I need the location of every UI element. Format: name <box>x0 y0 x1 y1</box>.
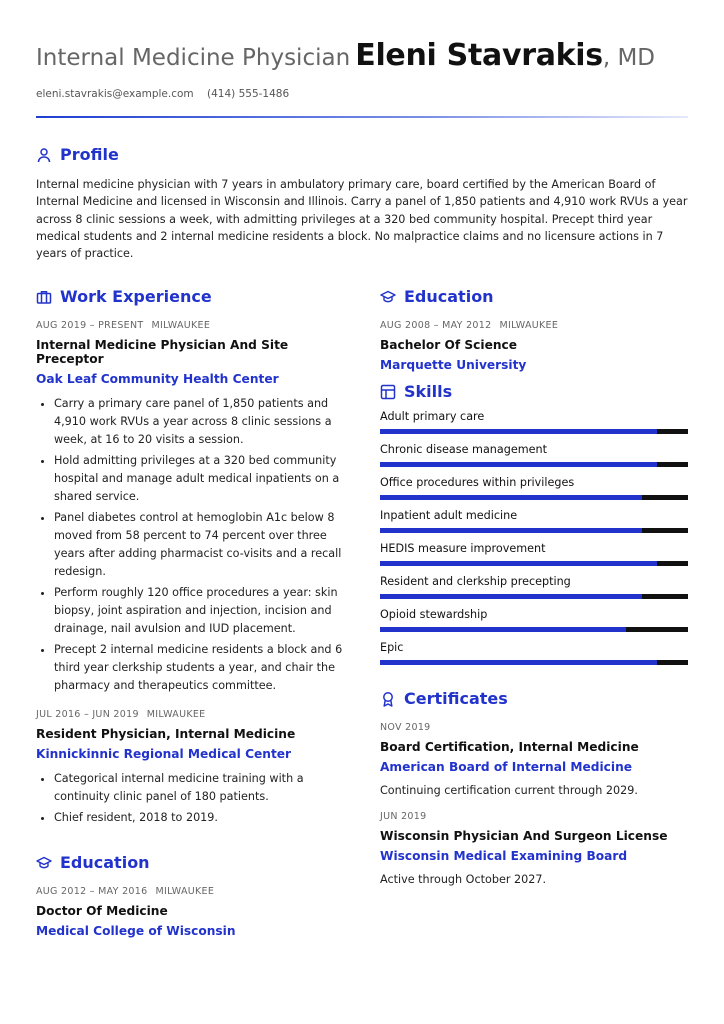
skill-name: Adult primary care <box>380 410 485 423</box>
certificates-title: Certificates <box>404 689 508 708</box>
education-heading <box>380 287 688 306</box>
certificate-date: NOV 2019 <box>380 722 431 733</box>
skill-item <box>380 575 688 599</box>
degree-name: Bachelor Of Science <box>380 338 518 352</box>
certificate-entry <box>380 722 688 797</box>
skill-item <box>380 410 688 434</box>
phone-number: (414) 555-1486 <box>207 88 290 100</box>
email-link[interactable]: eleni.stavrakis@example.com <box>36 88 194 100</box>
grid-icon <box>380 384 396 400</box>
work-title: Work Experience <box>60 287 212 306</box>
skills-heading <box>380 382 688 401</box>
skill-item <box>380 509 688 533</box>
job-meta <box>36 709 346 720</box>
certificate-note: Active through October 2027. <box>380 873 547 886</box>
job-bullets <box>36 395 346 695</box>
skill-level-bar <box>380 528 688 533</box>
right-column <box>380 287 688 886</box>
skill-item <box>380 542 688 566</box>
left-column <box>36 287 346 938</box>
certificate-date: JUN 2019 <box>380 811 427 822</box>
contact-line <box>36 88 289 100</box>
education-title: Education <box>404 287 494 306</box>
job-title: Internal Medicine Physician And Site Preceptor <box>36 338 289 366</box>
award-icon <box>380 691 396 707</box>
job-role: Internal Medicine Physician <box>36 45 351 71</box>
profile-heading <box>36 145 688 164</box>
skill-level-fill <box>380 561 657 566</box>
job-org: Oak Leaf Community Health Center <box>36 372 279 386</box>
education-location: MILWAUKEE <box>499 320 559 331</box>
job-title: Resident Physician, Internal Medicine <box>36 727 296 741</box>
bullet-item: • Categorical internal medicine training with a continuity clinic panel of 180 patients. <box>54 770 346 806</box>
skill-name: HEDIS measure improvement <box>380 542 546 555</box>
resume-header <box>36 38 655 73</box>
skill-name: Office procedures within privileges <box>380 476 575 489</box>
header-divider <box>36 116 688 118</box>
skill-name: Epic <box>380 641 404 654</box>
graduation-cap-icon <box>36 855 52 871</box>
job-bullets <box>36 770 346 827</box>
skill-level-fill <box>380 660 657 665</box>
skill-level-bar <box>380 627 688 632</box>
education-dates: AUG 2012 – MAY 2016 <box>36 886 148 897</box>
work-heading <box>36 287 346 306</box>
skill-item <box>380 443 688 467</box>
job-entry <box>36 320 346 695</box>
skills-list <box>380 410 688 665</box>
profile-section <box>36 145 688 262</box>
skill-level-fill <box>380 495 642 500</box>
skill-level-bar <box>380 495 688 500</box>
skill-name: Chronic disease management <box>380 443 547 456</box>
graduation-cap-icon <box>380 289 396 305</box>
school-name: Medical College of Wisconsin <box>36 924 236 938</box>
skill-level-bar <box>380 429 688 434</box>
skill-level-fill <box>380 627 626 632</box>
skill-item <box>380 476 688 500</box>
certificate-issuer: Wisconsin Medical Examining Board <box>380 849 628 863</box>
profile-title: Profile <box>60 145 119 164</box>
education-heading <box>36 853 346 872</box>
skill-level-bar <box>380 462 688 467</box>
name-suffix: , MD <box>602 45 656 71</box>
job-meta <box>36 320 346 331</box>
skill-name: Resident and clerkship precepting <box>380 575 571 588</box>
certificate-note: Continuing certification current through 2029. <box>380 784 638 797</box>
bullet-item: • Precept 2 internal medicine residents a block and 6 third year clerkship students a year, and chair the pharmacy and therapeutics committee. <box>54 641 346 695</box>
job-org: Kinnickinnic Regional Medical Center <box>36 747 292 761</box>
skill-name: Inpatient adult medicine <box>380 509 518 522</box>
skill-level-fill <box>380 528 642 533</box>
job-dates: JUL 2016 – JUN 2019 <box>36 709 139 720</box>
profile-text: Internal medicine physician with 7 years in ambulatory primary care, board certified by the American Board of Internal Medicine and licensed in Wisconsin and Illinois. Carry a panel of 1,850 patients and 4,910 work RVUs a year across 8 clinic sessions a week, with admitting privileges at a 320 bed community hospital. Precept third year medical students and 2 internal medicine residents a block. No malpractice claims and no licensure actions in 7 years of practice. <box>36 178 688 261</box>
job-entry <box>36 709 346 827</box>
certificate-issuer: American Board of Internal Medicine <box>380 760 633 774</box>
bullet-item: • Chief resident, 2018 to 2019. <box>54 809 346 827</box>
certificate-entry <box>380 811 688 886</box>
education-dates: AUG 2008 – MAY 2012 <box>380 320 492 331</box>
person-icon <box>36 147 52 163</box>
skill-item <box>380 608 688 632</box>
education-meta <box>380 320 688 331</box>
school-name: Marquette University <box>380 358 527 372</box>
skill-level-bar <box>380 594 688 599</box>
skills-title: Skills <box>404 382 453 401</box>
certificate-name: Board Certification, Internal Medicine <box>380 740 639 754</box>
bullet-item: • Carry a primary care panel of 1,850 patients and 4,910 work RVUs a year across 8 clinic sessions a week, at 16 to 20 visits a session. <box>54 395 346 449</box>
bullet-item: • Hold admitting privileges at a 320 bed community hospital and manage adult medical inpatients on a shared service. <box>54 452 346 506</box>
skill-level-fill <box>380 462 657 467</box>
skill-item <box>380 641 688 665</box>
certificates-heading <box>380 689 688 708</box>
job-dates: AUG 2019 – PRESENT <box>36 320 144 331</box>
job-location: MILWAUKEE <box>151 320 211 331</box>
briefcase-icon <box>36 289 52 305</box>
education-title: Education <box>60 853 150 872</box>
skill-level-bar <box>380 561 688 566</box>
degree-name: Doctor Of Medicine <box>36 904 168 918</box>
candidate-name: Eleni Stavrakis <box>355 38 603 73</box>
education-meta <box>36 886 346 897</box>
education-location: MILWAUKEE <box>155 886 215 897</box>
job-location: MILWAUKEE <box>146 709 206 720</box>
bullet-item: • Perform roughly 120 office procedures a year: skin biopsy, joint aspiration and injection, incision and drainage, nail avulsion and IUD placement. <box>54 584 346 638</box>
skill-level-fill <box>380 429 657 434</box>
skill-name: Opioid stewardship <box>380 608 488 621</box>
certificate-name: Wisconsin Physician And Surgeon License <box>380 829 668 843</box>
skill-level-fill <box>380 594 642 599</box>
bullet-item: • Panel diabetes control at hemoglobin A1c below 8 moved from 58 percent to 74 percent over three years after adding pharmacist co-visits and a recall redesign. <box>54 509 346 581</box>
skill-level-bar <box>380 660 688 665</box>
